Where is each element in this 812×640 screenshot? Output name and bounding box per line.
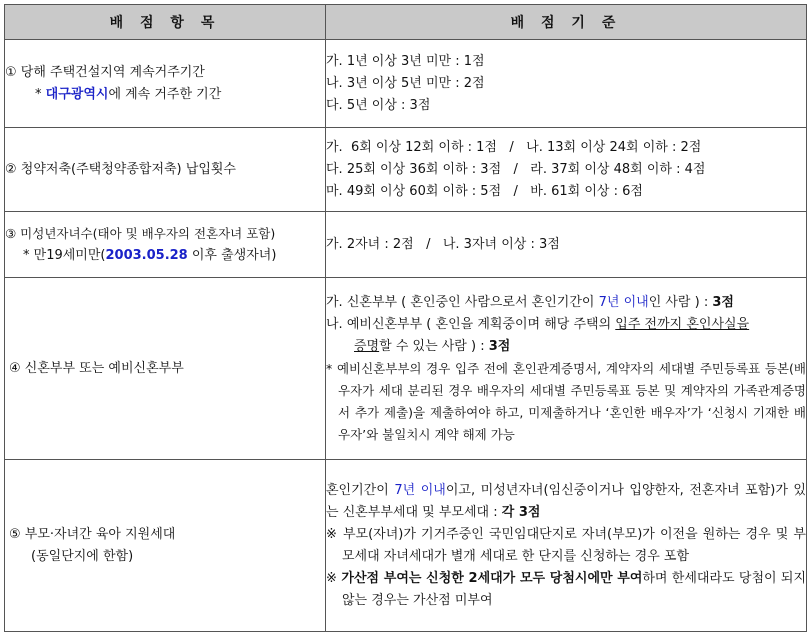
item-cell [5, 40, 326, 128]
item-column-header: 배 점 항 목 [5, 5, 326, 40]
item-note: * 만19세미만(2003.05.28 이후 출생자녀) [23, 247, 277, 263]
table-row [5, 460, 807, 632]
criteria-cell [326, 40, 807, 128]
item-subtitle: (동일단지에 한함) [31, 548, 134, 564]
criteria-line: 가. 2자녀 : 2점 / 나. 3자녀 이상 : 3점 [326, 236, 560, 252]
item-title: ② 청약저축(주택청약종합저축) 납입횟수 [5, 161, 236, 177]
note-text: ※ 가산점 부여는 신청한 2세대가 모두 당첨시에만 부여하며 한세대라도 당첨이 되지 않는 경우는 가산점 미부여 [326, 570, 807, 608]
item-cell [5, 278, 326, 460]
score-value: 3점 [488, 338, 511, 354]
note-text: ※ 부모(자녀)가 기거주중인 국민임대단지로 자녀(부모)가 이전을 원하는 경우 및 부모세대 자녀세대가 별개 세대로 한 단지를 신청하는 경우 포함 [326, 526, 806, 564]
note-text: * 예비신혼부부의 경우 입주 전에 혼인관계증명서, 계약자의 세대별 주민등록표 등본(배우자가 세대 분리된 경우 배우자의 세대별 주민등록표 등본 및 계약자의 가족관계증명서 추가 제출)을 제출하여야 하고, 미제출하거나 ‘혼인한 배우자’가 ‘신청시 기재한 배우자’와 불일치시 계약 해제 가능 [326, 360, 806, 442]
scoring-table [4, 4, 807, 632]
criteria-cell [326, 212, 807, 278]
criteria-line: 가. 신혼부부 ( 혼인중인 사람으로서 혼인기간이 7년 이내인 사람 ) : 3점 [326, 294, 734, 310]
criteria-line: 나. 3년 이상 5년 미만 : 2점 [326, 75, 485, 91]
item-cell [5, 212, 326, 278]
item-cell [5, 128, 326, 212]
criteria-line: 마. 49회 이상 60회 이하 : 5점 / 바. 61회 이상 : 6점 [326, 183, 643, 199]
score-value: 3점 [712, 294, 734, 310]
criteria-line: 나. 예비신혼부부 ( 혼인을 계획중이며 해당 주택의 입주 전까지 혼인사실을 [326, 316, 750, 332]
item-title: ④ 신혼부부 또는 예비신혼부부 [9, 360, 184, 376]
item-title: ⑤ 부모·자녀간 육아 지원세대 [9, 526, 176, 542]
criteria-column-header: 배 점 기 준 [326, 5, 807, 40]
table-row [5, 212, 807, 278]
criteria-line: 다. 5년 이상 : 3점 [326, 97, 431, 113]
criteria-cell [326, 128, 807, 212]
highlight-region: 대구광역시 [45, 86, 109, 102]
score-value: 각 3점 [501, 504, 541, 520]
item-cell [5, 460, 326, 632]
item-note: * 대구광역시에 계속 거주한 기간 [35, 86, 222, 102]
header-row [5, 5, 807, 40]
criteria-cell [326, 278, 807, 460]
date-highlight: 2003.05.28 [105, 247, 188, 263]
table-row [5, 128, 807, 212]
criteria-line: 가. 1년 이상 3년 미만 : 1점 [326, 53, 485, 69]
criteria-line: 가. 6회 이상 12회 이하 : 1점 / 나. 13회 이상 24회 이하 : 2점 [326, 139, 702, 155]
criteria-cell [326, 460, 807, 632]
criteria-text: 혼인기간이 7년 이내이고, 미성년자녀(임신중이거나 입양한자, 전혼자녀 포함)가 있는 신혼부부세대 및 부모세대 : 각 3점 [326, 482, 806, 520]
criteria-line: 다. 25회 이상 36회 이하 : 3점 / 라. 37회 이상 48회 이하 : 4점 [326, 161, 706, 177]
item-title: ① 당해 주택건설지역 계속거주기간 [5, 64, 205, 80]
table-row [5, 278, 807, 460]
table-row [5, 40, 807, 128]
criteria-line: 증명할 수 있는 사람 ) : 3점 [354, 338, 511, 354]
highlight-period: 7년 이내 [394, 482, 446, 498]
item-title: ③ 미성년자녀수(태아 및 배우자의 전혼자녀 포함) [5, 225, 276, 241]
highlight-period: 7년 이내 [598, 294, 649, 310]
